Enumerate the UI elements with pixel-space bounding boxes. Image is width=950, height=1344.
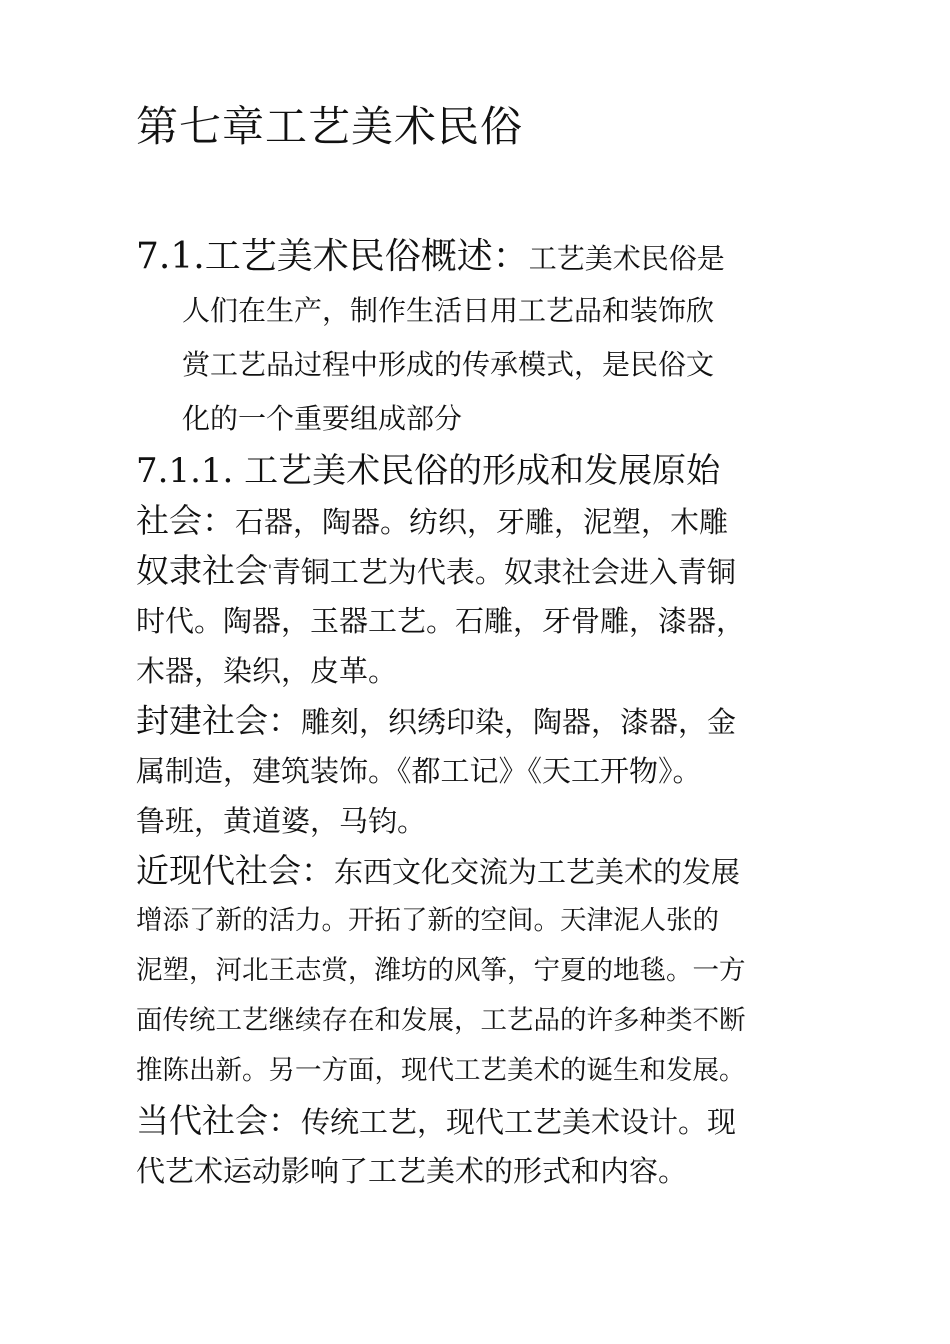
primitive-society-line (136, 496, 826, 546)
primitive-society-label: 社会： (136, 501, 235, 540)
feudal-society-text: 雕刻，织绣印染，陶器，漆器，金 (301, 705, 737, 739)
section-7-1-line-1-text: 工艺美术民俗是 (528, 242, 725, 275)
modern-society-label: 近现代社会： (136, 851, 334, 890)
contemporary-society-label: 当代社会： (136, 1101, 301, 1140)
chapter-title: 第七章工艺美术民俗 (136, 102, 524, 151)
slave-society-line-1: 奴隶社会'青铜工艺为代表。奴隶社会进入青铜 (136, 551, 736, 590)
contemporary-society-text: 传统工艺，现代工艺美术设计。现 (301, 1105, 737, 1139)
section-7-1-1-heading: 7.1.1. 工艺美术民俗的形成和发展原始 (136, 451, 721, 491)
primitive-society-text: 石器，陶器。纺织，牙雕，泥塑，木雕 (235, 505, 729, 539)
section-7-1-line-2: 人们在生产，制作生活日用工艺品和装饰欣 (182, 294, 715, 327)
section-7-1-line-3: 赏工艺品过程中形成的传承模式，是民俗文 (182, 348, 715, 381)
modern-society-line-1 (136, 846, 826, 896)
contemporary-society-line-1 (136, 1096, 826, 1146)
section-7-1-heading: 7.1.工艺美术民俗概述： (136, 236, 529, 277)
modern-society-line-2: 增添了新的活力。开拓了新的空间。天津泥人张的 (136, 905, 719, 936)
section-7-1 (136, 230, 826, 446)
slave-society-line-2: 时代。陶器，玉器工艺。石雕，牙骨雕，漆器， (136, 604, 746, 638)
slave-society-label: 奴隶社会 (136, 551, 268, 590)
contemporary-society-line-2: 代艺术运动影响了工艺美术的形式和内容。 (136, 1154, 688, 1188)
modern-society-text: 东西文化交流为工艺美术的发展 (334, 855, 741, 889)
modern-society-line-5: 推陈出新。另一方面，现代工艺美术的诞生和发展。 (136, 1055, 746, 1086)
feudal-society-line-2: 属制造，建筑装饰。《都工记》《天工开物》。 (136, 754, 702, 788)
section-7-1-line-4: 化的一个重要组成部分 (182, 402, 463, 435)
modern-society-line-3: 泥塑，河北王志赏，潍坊的风筝，宁夏的地毯。一方 (136, 955, 746, 986)
feudal-society-label: 封建社会： (136, 701, 301, 740)
feudal-society-line-1 (136, 696, 826, 746)
slave-society-text: 青铜工艺为代表。奴隶社会进入青铜 (271, 555, 736, 589)
section-7-1-line-1 (136, 230, 826, 284)
feudal-society-line-3: 鲁班，黄道婆，马钧。 (136, 804, 427, 838)
modern-society-line-4: 面传统工艺继续存在和发展，工艺品的许多种类不断 (136, 1005, 746, 1036)
slave-society-line-3: 木器，染织，皮革。 (136, 654, 398, 688)
section-7-1-1 (136, 446, 826, 1196)
